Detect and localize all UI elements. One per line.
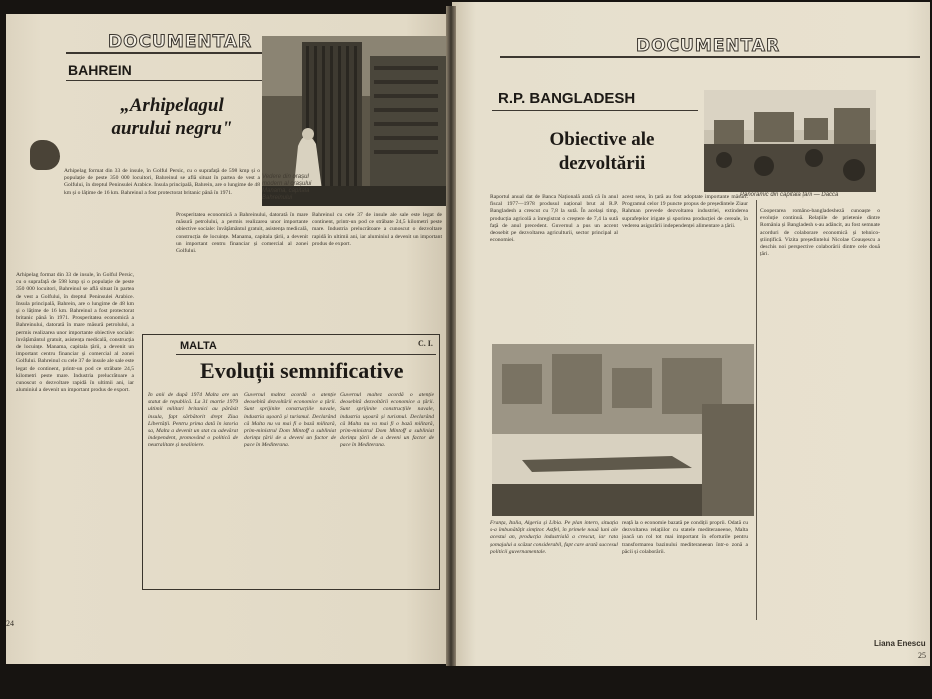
bahrein-signature: C. I. bbox=[418, 340, 433, 348]
page-gutter bbox=[446, 6, 456, 666]
dacca-caption: Panoramic din capitala țării — Dacca bbox=[740, 192, 839, 198]
malta-label-rule bbox=[176, 354, 436, 355]
bangladesh-title: Obiective ale dezvoltării bbox=[549, 129, 655, 174]
malta-col-1: În anii de după 1974 Malta are un statut de republică. La 31 martie 1979 ultimii militari britanici au părăsit insula, fapt sărbătorit drept Ziua Libertății. Pentru prima dată în istoria sa, Malta a devenit un stat cu adevărat independent, promovând o politică de neutralitate și nealiniere. bbox=[148, 392, 238, 449]
dacca-photo-graphic bbox=[704, 90, 876, 192]
bangladesh-col-3: Cooperarea româno-bangladesheză cunoaște o evoluție continuă. Relațiile de prietenie dintre România și Bangladesh s-au adâncit, au fost semnate acorduri de colaborare economică și tehnico-științifică. Vizita președintelui Nicolae Ceaușescu a deschis noi perspective colaborării dintre cele două țări. bbox=[760, 208, 880, 258]
right-country-rule bbox=[492, 110, 698, 111]
malta-label: MALTA bbox=[180, 340, 217, 352]
country-label-bahrein: BAHREIN bbox=[68, 62, 132, 78]
bahrein-long-column-text: Arhipelag format din 33 de insule, în Golful Persic, cu o suprafață de 598 kmp și o populație de peste 350 000 locuitori, Bahreinul se află situat în partea de vest a Golfului, în dreptul Peninsulei Arabice. Insula principală, Bahrein, are o lungime de 48 km și o lățime de 16 km. Bahreinul a fost protectorat britanic până în 1971. bbox=[16, 272, 134, 322]
bahrein-title bbox=[92, 94, 252, 140]
malta-harbor-graphic bbox=[492, 344, 754, 516]
malta-col-4: Franța, Italia, Algeria și Libia. Pe plan intern, situația s-a îmbunătățit simțitor. Astfel, în primele nouă luni ale acestui an, producția industrială a crescut, iar rata șomajului a scăzut considerabil, fapt care arată succesul politicii guvernamentale. bbox=[490, 520, 618, 555]
bangladesh-signature: Liana Enescu bbox=[874, 640, 926, 648]
malta-harbor-photo bbox=[492, 344, 754, 516]
bahrein-long-column-more: Bahreinul cu cele 37 de insule ale sale este legat de continent, printr-un pod ce străbate 24,5 kilometri peste mare. Industria prelucrătoare a cunoscut o dezvoltare rapidă în ultimii ani, iar aluminiul a devenit un important produs de export. bbox=[16, 358, 134, 394]
bahrein-title-text: „Arhipelagul aurului negru" bbox=[111, 95, 233, 139]
right-page-number: 25 bbox=[918, 652, 926, 660]
malta-col-5: reață la o economie bazată pe condiții proprii. Odată cu dezvoltarea relațiilor cu statele mediteraneene, Malta joacă un rol tot mai important în eforturile pentru transformarea bazinului mediteraneean într-o zonă a păcii și colaborării. bbox=[622, 520, 748, 555]
bahrein-column-2: Prosperitatea economică a Bahreinului, datorată în mare măsură petrolului, a permis realizarea unor importante obiective sociale: învățământul gratuit, asistența medicală, construcția de locuințe. Manama, capitala țării, a devenit un important centru financiar și comercial al zonei Golfului. bbox=[176, 212, 308, 255]
right-section-tag: DOCUMENTAR bbox=[636, 36, 781, 56]
right-column-divider bbox=[756, 200, 757, 620]
paper-tear bbox=[30, 140, 60, 170]
malta-col-2: Guvernul maltez acordă o atenție deosebită dezvoltării economice a țării. Sunt sprijinite construcțiile navale, industria ușoară și turismul. Declarând că Malta nu va mai fi o bază militară, prim-ministrul Dom Mintoff a subliniat dorința țării de a deveni un factor de pace în Mediterana. bbox=[244, 392, 336, 449]
left-section-tag: DOCUMENTAR bbox=[108, 32, 253, 52]
malta-col-3: Guvernul maltez acordă o atenție deosebită dezvoltării economice a țării. Sunt sprijinite construcțiile navale, industria ușoară și turismul. Declarând că Malta nu va mai fi o bază militară, prim-ministrul Dom Mintoff a subliniat dorința țării de a deveni un factor de pace în Mediterana. bbox=[340, 392, 434, 449]
bangladesh-col-1: Raportul anual dat de Banca Națională arată că în anul fiscal 1977—1978 produsul național brut al R.P. Bangladesh a crescut cu 7,8 la sută. În același timp, producția agricolă a înregistrat o creștere de 7,4 la sută față de anul precedent. Guvernul a pus un accent deosebit pe dezvoltarea agriculturii, sector principal al economiei. bbox=[490, 194, 618, 244]
country-label-bangladesh: R.P. BANGLADESH bbox=[498, 90, 636, 107]
bangladesh-col-2: acest sens, în țară au fost adoptate importante măsuri. Programul celor 19 puncte propus de președintele Ziaur Rahman prevede dezvoltarea industriei, extinderea suprafețelor irigate și sporirea producției de cereale, în vederea asigurării independenței alimentare a țării. bbox=[622, 194, 748, 229]
left-country-rule bbox=[66, 80, 266, 81]
left-header-rule bbox=[66, 52, 266, 54]
left-page-number: 24 bbox=[6, 620, 14, 628]
bahrein-caption: Vedere din orașul modern al orașului Manama, capitala Bahreinului bbox=[262, 174, 312, 201]
malta-title: Evoluții semnificative bbox=[200, 358, 404, 383]
bahrein-intro-text: Arhipelag format din 33 de insule, în Golful Persic, cu o suprafață de 598 kmp și o populație de peste 350 000 locuitori, Bahreinul se află situat în partea de vest a Golfului, în dreptul Peninsulei Arabice. Insula principală, Bahrein, are o lungime de 48 km și o lățime de 16 km. Bahreinul a fost protectorat britanic până în 1971. bbox=[64, 168, 260, 196]
bahrein-long-column-cont: Prosperitatea economică a Bahreinului, datorată în mare măsură petrolului, a permis realizarea unor importante obiective sociale: învățământul gratuit, asistența medicală, construcția de locuințe. Manama, capitala țării, a devenit un important centru financiar și comercial al zonei Golfului. bbox=[16, 315, 134, 365]
bahrein-long-column bbox=[16, 272, 134, 592]
right-header-rule bbox=[500, 56, 920, 58]
dacca-photo bbox=[704, 90, 876, 192]
bahrein-column-3: Bahreinul cu cele 37 de insule ale sale este legat de continent, printr-un pod ce străbate 24,5 kilometri peste mare. Industria prelucrătoare a cunoscut o dezvoltare rapidă în ultimii ani, iar aluminiul a devenit un important produs de export. bbox=[312, 212, 442, 247]
